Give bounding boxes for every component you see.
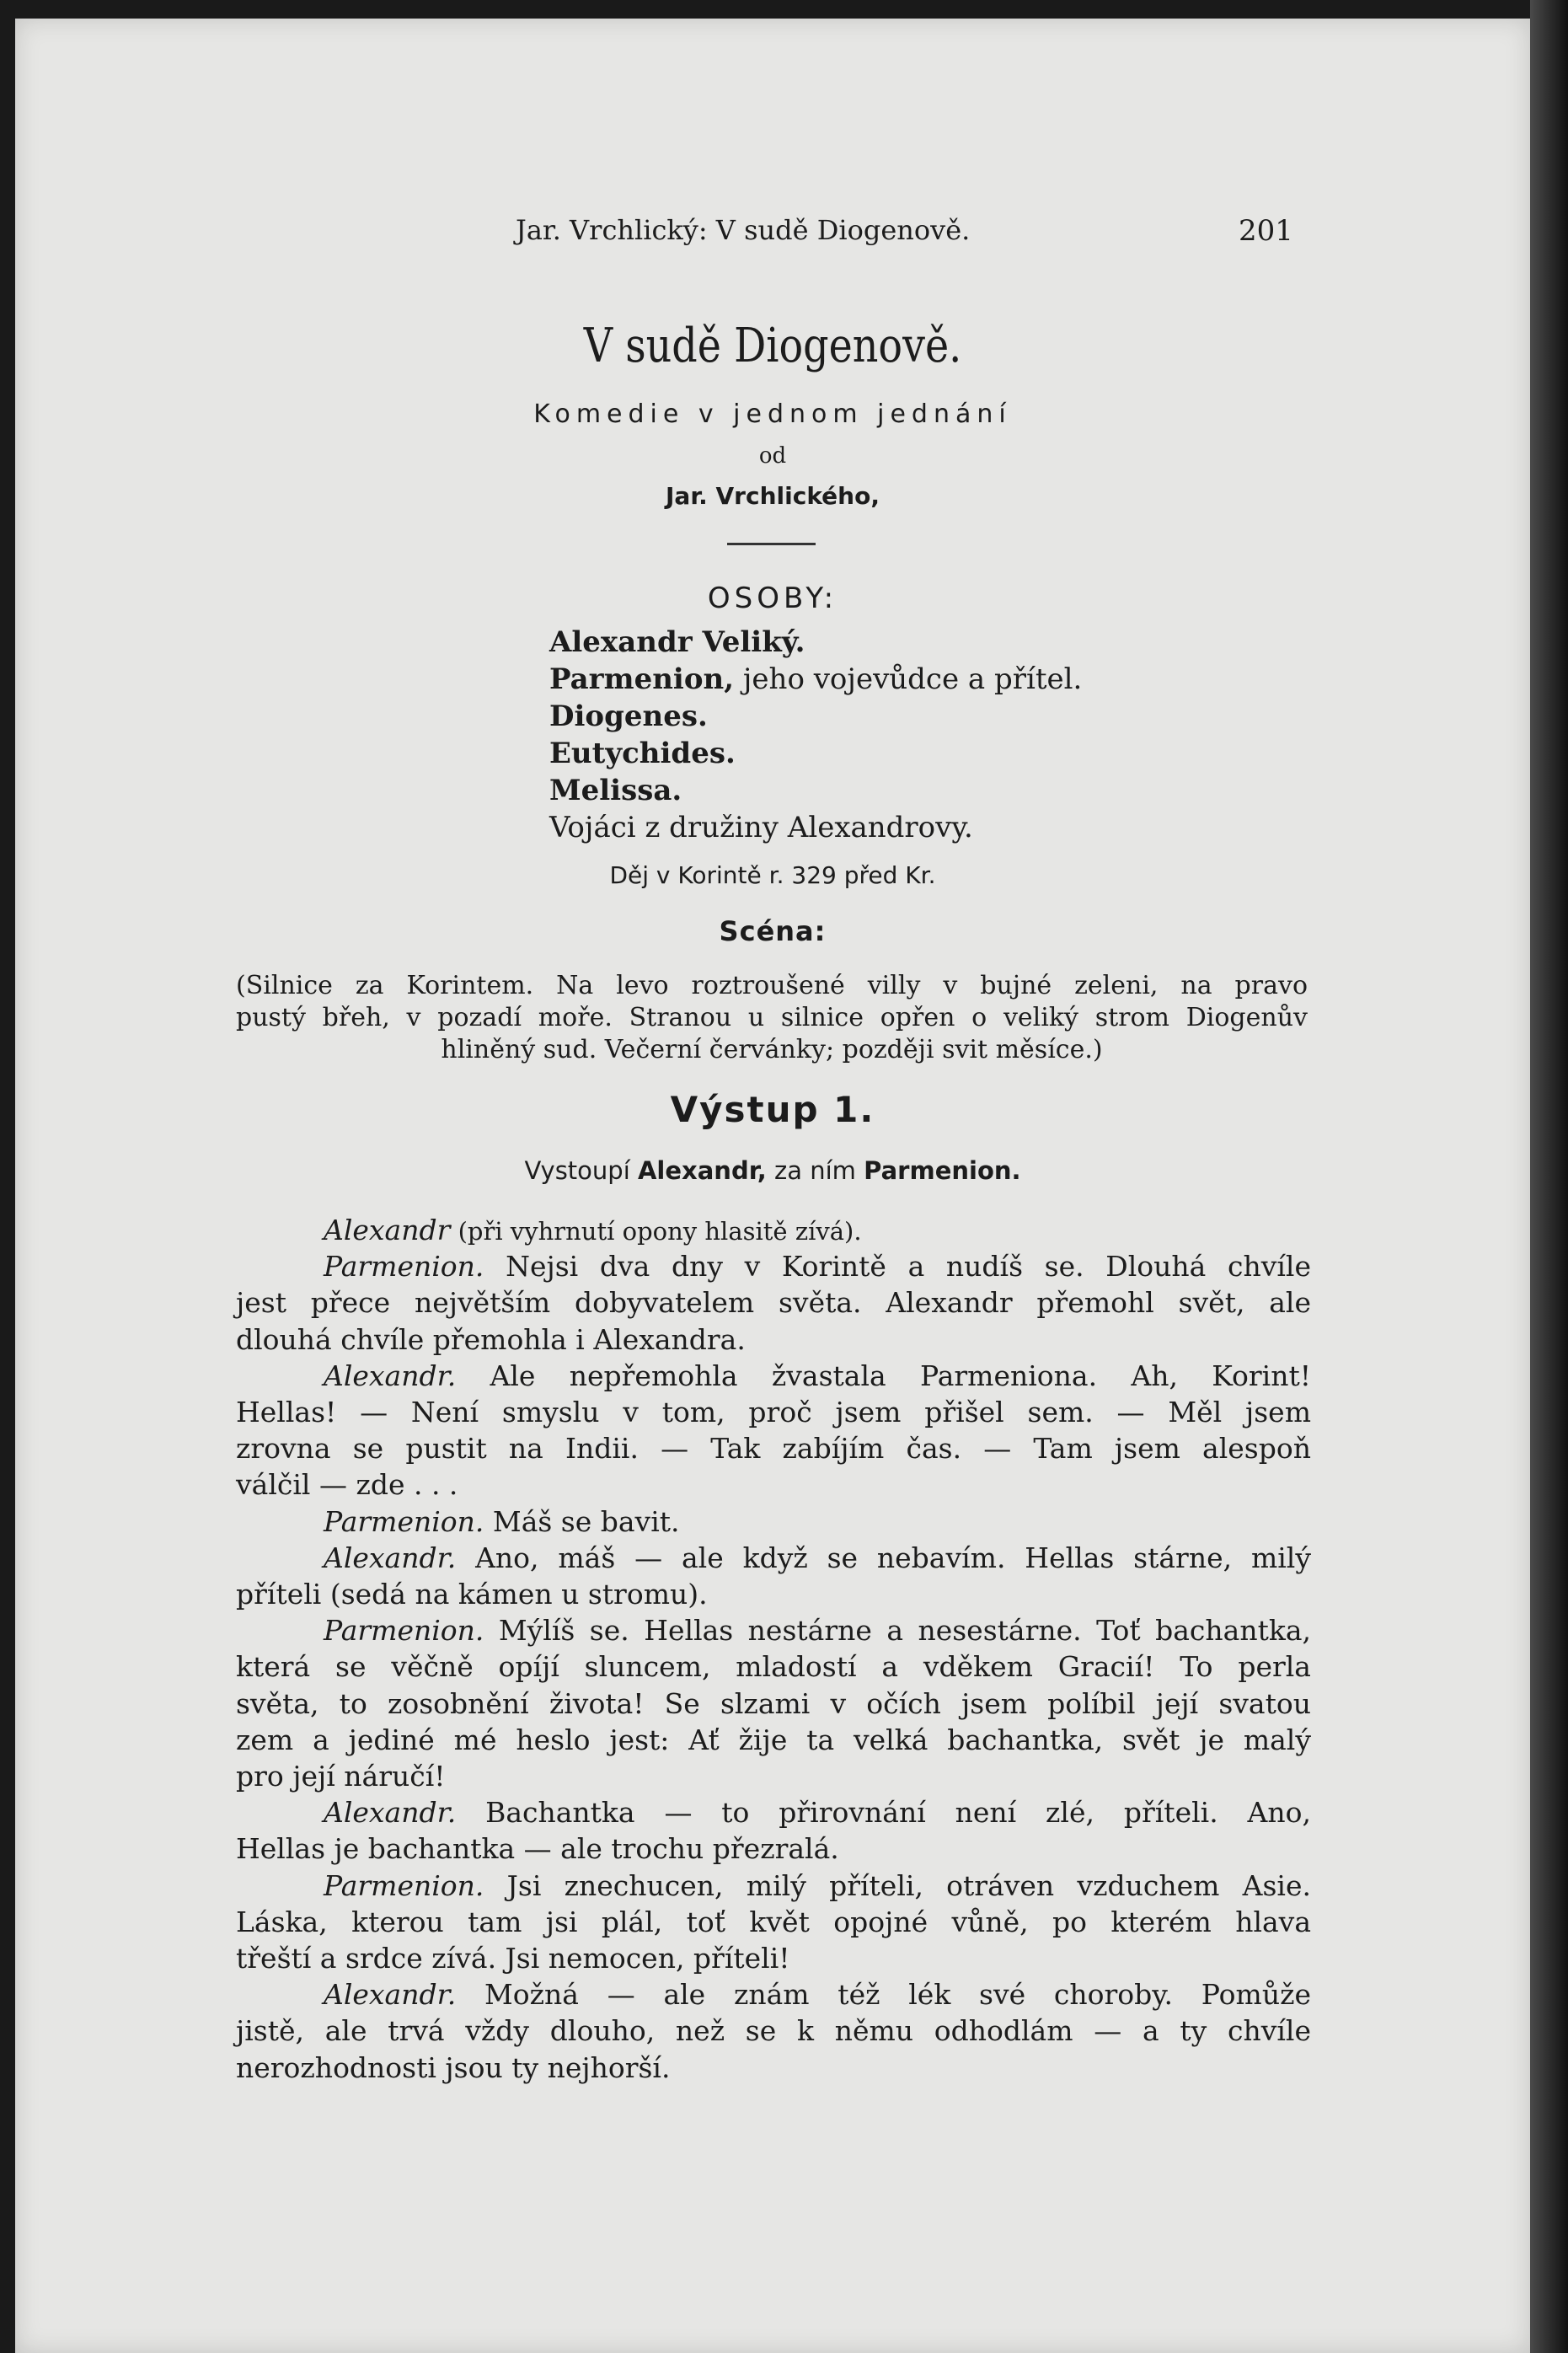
dialogue-text: jest přece největším dobyvatelem světa. Alexandr přemohl svět, ale — [236, 1286, 1311, 1320]
speaker-name: Parmenion. — [324, 1614, 484, 1648]
by-word: od — [758, 443, 787, 469]
speaker-name: Parmenion. — [324, 1504, 484, 1538]
dialogue-text: pro její náručí! — [236, 1760, 446, 1793]
stage-direction-line: (Silnice za Korintem. Na levo roztroušené villy v bujné zeleni, na pravo — [236, 971, 1308, 1000]
dialogue-text: (při vyhrnutí opony hlasitě zívá). — [450, 1217, 862, 1246]
dialogue-text: dlouhá chvíle přemohla i Alexandra. — [236, 1322, 746, 1356]
dialogue-text: třeští a srdce zívá. Jsi nemocen, příteli! — [236, 1942, 790, 1975]
cast-item: Diogenes. — [549, 699, 708, 733]
dialogue-text: zrovna se pustit na Indii. — Tak zabíjím čas. — Tam jsem alespoň — [236, 1432, 1311, 1466]
speaker-name: Alexandr. — [324, 1541, 457, 1574]
page-edge — [1530, 0, 1568, 2353]
place-time: Děj v Korintě r. 329 před Kr. — [609, 861, 936, 889]
dialogue-line — [236, 1396, 1311, 1428]
dialogue-line — [324, 1869, 1311, 1902]
cast-heading: OSOBY: — [707, 582, 838, 615]
dialogue-text: Máš se bavit. — [484, 1504, 680, 1538]
page-number: 201 — [1239, 214, 1293, 248]
dialogue-text: Možná — ale znám též lék své choroby. Pomůže — [456, 1978, 1311, 2012]
dialogue-text: Ano, máš — ale když se nebavím. Hellas stárne, milý — [456, 1541, 1311, 1574]
scene-number: Výstup 1. — [670, 1089, 875, 1130]
dialogue-line — [236, 1723, 1311, 1756]
cast-item: Vojáci z družiny Alexandrovy. — [549, 811, 973, 844]
dialogue-text: Bachantka — to přirovnání není zlé, příteli. Ano, — [456, 1796, 1311, 1830]
dialogue-line — [236, 1432, 1311, 1465]
stage-direction-line: pustý břeh, v pozadí moře. Stranou u silnice opřen o veliký strom Diogenův — [236, 1003, 1308, 1032]
dialogue-text: Hellas je bachantka — ale trochu přezralá. — [236, 1832, 839, 1866]
cast-item: Alexandr Veliký. — [549, 625, 805, 659]
dialogue-line — [236, 1760, 1311, 1793]
dialogue-line — [324, 1214, 1311, 1246]
dialogue-text: která se věčně opíjí sluncem, mladostí a vděkem Gracií! To perla — [236, 1650, 1311, 1684]
dialogue-line — [324, 1541, 1311, 1574]
dialogue-line — [324, 1250, 1311, 1283]
speaker-name: Parmenion. — [324, 1868, 484, 1902]
dialogue-line — [324, 1614, 1311, 1647]
dialogue-line — [236, 1468, 1311, 1501]
dialogue-line — [236, 1942, 1311, 1975]
author-name: Jar. Vrchlického, — [666, 482, 880, 510]
dialogue-text: nerozhodnosti jsou ty nejhorší. — [236, 2050, 671, 2084]
speaker-name: Alexandr — [324, 1214, 451, 1246]
dialogue-line — [236, 1650, 1311, 1683]
dialogue-text: Mýlíš se. Hellas nestárne a nesestárne. Toť bachantka, — [484, 1614, 1311, 1648]
dialogue-line — [236, 1578, 1311, 1611]
dialogue-text: Jsi znechucen, milý příteli, otráven vzduchem Asie. — [484, 1868, 1311, 1902]
title-divider — [727, 543, 816, 545]
dialogue-text: Nejsi dva dny v Korintě a nudíš se. Dlouhá chvíle — [484, 1250, 1311, 1284]
entrance-direction: Vystoupí Alexandr, za ním Parmenion. — [524, 1156, 1021, 1185]
dialogue-text: zem a jediné mé heslo jest: Ať žije ta velká bachantka, svět je malý — [236, 1723, 1311, 1756]
cast-item: Eutychides. — [549, 737, 736, 770]
speaker-name: Alexandr. — [324, 1796, 457, 1830]
play-subtitle: Komedie v jednom jednání — [533, 399, 1012, 429]
speaker-name: Alexandr. — [324, 1359, 457, 1392]
dialogue-text: Ale nepřemohla žvastala Parmeniona. Ah, Korint! — [456, 1359, 1311, 1392]
dialogue-line — [236, 1286, 1311, 1319]
dialogue-line — [324, 1359, 1311, 1392]
dialogue-text: Láska, kterou tam jsi plál, toť květ opojné vůně, po kterém hlava — [236, 1905, 1311, 1938]
cast-item: Parmenion, jeho vojevůdce a přítel. — [549, 662, 1083, 696]
play-title: V sudě Diogenově. — [583, 319, 962, 373]
dialogue-text: světa, to zosobnění života! Se slzami v očích jsem políbil její svatou — [236, 1686, 1311, 1720]
dialogue-line — [324, 1978, 1311, 2011]
speaker-name: Parmenion. — [324, 1250, 484, 1284]
dialogue-line — [324, 1796, 1311, 1829]
dialogue-line — [236, 1832, 1311, 1865]
stage-direction-line: hliněný sud. Večerní červánky; později svit měsíce.) — [441, 1035, 1103, 1064]
cast-item: Melissa. — [549, 774, 682, 807]
dialogue-line — [236, 1323, 1311, 1356]
page — [15, 19, 1530, 2353]
dialogue-text: válčil — zde . . . — [236, 1468, 458, 1502]
dialogue-text: příteli (sedá na kámen u stromu). — [236, 1578, 708, 1611]
speaker-name: Alexandr. — [324, 1978, 457, 2012]
scene-heading: Scéna: — [719, 915, 827, 947]
dialogue-line — [324, 1505, 1311, 1538]
dialogue-line — [236, 2051, 1311, 2084]
dialogue-line — [236, 1687, 1311, 1720]
dialogue-text: Hellas! — Není smyslu v tom, proč jsem přišel sem. — Měl jsem — [236, 1396, 1311, 1428]
dialogue-line — [236, 2014, 1311, 2047]
dialogue-line — [236, 1905, 1311, 1938]
running-header: Jar. Vrchlický: V sudě Diogenově. — [516, 214, 971, 246]
dialogue-text: jistě, ale trvá vždy dlouho, než se k němu odhodlám — a ty chvíle — [236, 2014, 1311, 2048]
